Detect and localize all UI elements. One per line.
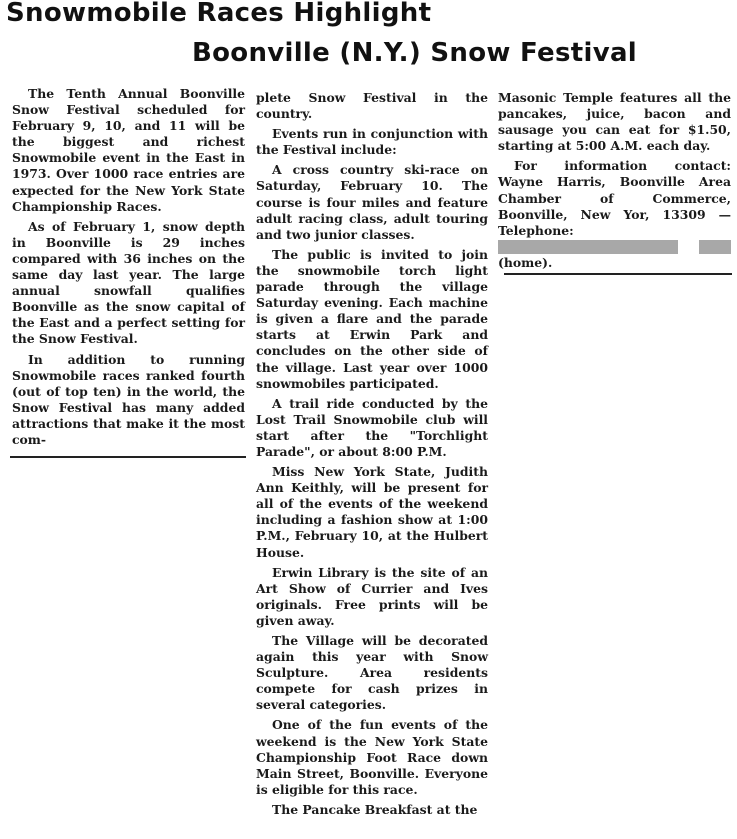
paragraph: As of February 1, snow depth in Boonville is 29 inches compared with 36 inches on the same day last year. The large annual snowfall qualifies Boonville as the snow capital of the East and a perfect setting for the Snow Festival. xyxy=(12,218,245,347)
column-end-rule xyxy=(504,273,732,275)
paragraph: The Tenth Annual Boonville Snow Festival scheduled for February 9, 10, and 11 will be the biggest and richest Snowmobile event in the East in 1973. Over 1000 race entries are expected for the New York State Championship Races. xyxy=(12,86,245,214)
article-column-3 xyxy=(498,90,731,275)
column-end-rule xyxy=(10,456,246,458)
article-column-1 xyxy=(12,86,245,452)
paragraph: The public is invited to join the snowmobile torch light parade through the village Saturday evening. Each machine is given a flare and the parade starts at Erwin Park and concludes on the other side of the village. Last year over 1000 snowmobiles participated. xyxy=(256,246,488,391)
contact-tail: (home). xyxy=(498,254,553,270)
redacted-phone-block xyxy=(498,240,678,254)
contact-text: For information contact: Wayne Harris, Boonville Area Chamber of Commerce, Boonville, New Yor, 13309 — Telephone: xyxy=(498,158,731,238)
contact-paragraph xyxy=(498,158,731,271)
paragraph: In addition to running Snowmobile races ranked fourth (out of top ten) in the world, the Snow Festival has many added attractions that make it the most com- xyxy=(12,351,245,447)
paragraph: The Village will be decorated again this year with Snow Sculpture. Area residents compete for cash prizes in several categories. xyxy=(256,633,488,713)
paragraph: plete Snow Festival in the country. xyxy=(256,90,488,122)
paragraph: Events run in conjunction with the Festival include: xyxy=(256,126,488,158)
paragraph: The Pancake Breakfast at the xyxy=(272,801,478,817)
paragraph: Erwin Library is the site of an Art Show of Currier and Ives originals. Free prints will be given away. xyxy=(256,564,488,628)
paragraph: A cross country ski-race on Saturday, February 10. The course is four miles and feature adult racing class, adult touring and two junior classes. xyxy=(256,162,488,242)
paragraph: Miss New York State, Judith Ann Keithly, will be present for all of the events of the weekend including a fashion show at 1:00 P.M., February 10, at the Hulbert House. xyxy=(256,464,488,560)
paragraph: A trail ride conducted by the Lost Trail Snowmobile club will start after the "Torchlight Parade", or about 8:00 P.M. xyxy=(256,395,488,459)
article-column-2 xyxy=(256,90,488,822)
paragraph: Masonic Temple features all the pancakes, juice, bacon and sausage you can eat for $1.50, starting at 5:00 A.M. each day. xyxy=(498,90,731,154)
headline-line-1: Snowmobile Races Highlight xyxy=(6,0,432,28)
paragraph: One of the fun events of the weekend is the New York State Championship Foot Race down Main Street, Boonville. Everyone is eligible for this race. xyxy=(256,717,488,797)
headline-line-2: Boonville (N.Y.) Snow Festival xyxy=(192,38,638,68)
redacted-phone-block xyxy=(699,240,731,254)
